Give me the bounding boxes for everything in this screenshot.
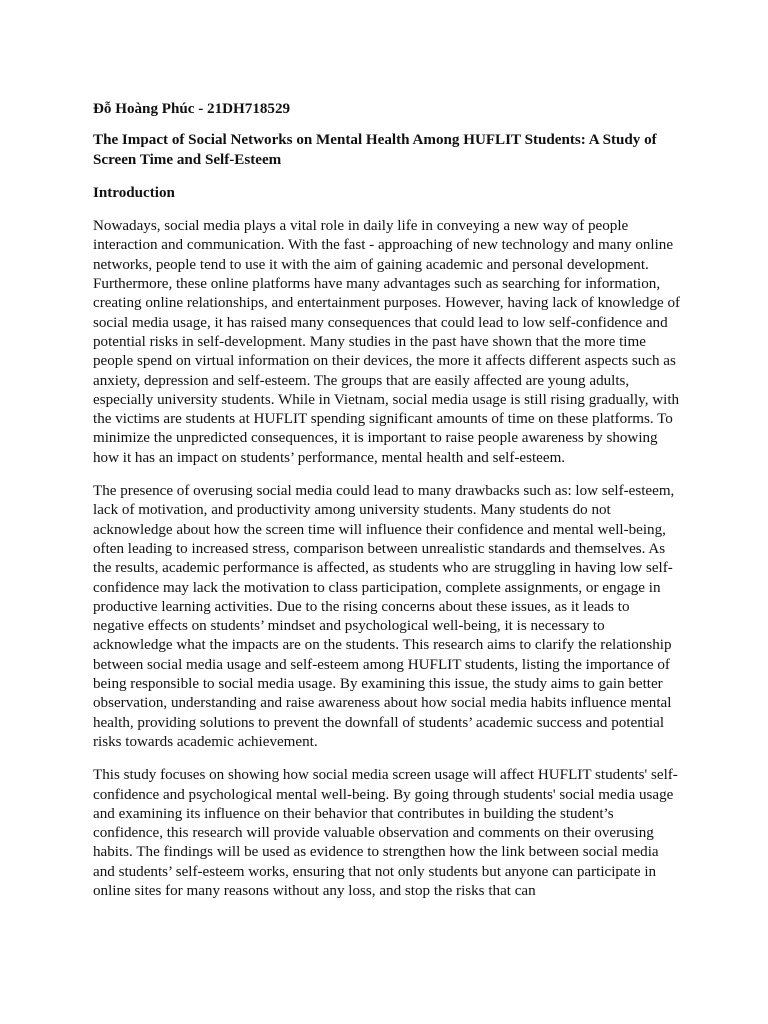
document-title: The Impact of Social Networks on Mental Health Among HUFLIT Students: A Study of Screen Time and Self-Esteem (93, 132, 657, 168)
document-body (93, 100, 683, 915)
paragraph-1: Nowadays, social media plays a vital role in daily life in conveying a new way of people interaction and communication. With the fast - approaching of new technology and many online networks, people tend to use it with the aim of gaining academic and personal development. Furthermore, these online platforms have many advantages such as searching for information, creating online relationships, and entertainment purposes. However, having lack of knowledge of social media usage, it has raised many consequences that could lead to low self-confidence and potential risks in self-development. Many studies in the past have shown that the more time people spend on virtual information on their devices, the more it affects different aspects such as anxiety, depression and self-esteem. The groups that are easily affected are young adults, especially university students. While in Vietnam, social media usage is still rising gradually, with the victims are students at HUFLIT spending significant amounts of time on these platforms. To minimize the unpredicted consequences, it is important to raise people awareness by showing how it has an impact on students’ performance, mental health and self-esteem. (93, 218, 681, 466)
section-heading: Introduction (93, 184, 175, 201)
paragraph-2: The presence of overusing social media could lead to many drawbacks such as: low self-esteem, lack of motivation, and productivity among university students. Many students do not acknowledge about how the screen time will influence their confidence and mental well-being, often leading to increased stress, comparison between unrealistic standards and themselves. As the results, academic performance is affected, as students who are struggling in having low self-confidence may lack the motivation to class participation, complete assignments, or engage in productive learning activities. Due to the rising concerns about these issues, as it leads to negative effects on students’ mindset and psychological well-being, it is necessary to acknowledge what the impacts are on the students. This research aims to clarify the relationship between social media usage and self-esteem among HUFLIT students, listing the importance of being responsible to social media usage. By examining this issue, the study aims to gain better observation, understanding and raise awareness about how social media habits influence mental health, providing solutions to prevent the downfall of students’ academic success and potential risks towards academic achievement. (93, 483, 675, 750)
author-line: Đỗ Hoàng Phúc - 21DH718529 (93, 101, 291, 117)
paragraph-3: This study focuses on showing how social media screen usage will affect HUFLIT students' self-confidence and psychological mental well-being. By going through students' social media usage and examining its influence on their behavior that contributes in building the student’s confidence, this research will provide valuable observation and comments on their overusing habits. The findings will be used as evidence to strengthen how the link between social media and students’ self-esteem works, ensuring that not only students but anyone can participate in online sites for many reasons without any loss, and stop the risks that can (93, 767, 678, 899)
